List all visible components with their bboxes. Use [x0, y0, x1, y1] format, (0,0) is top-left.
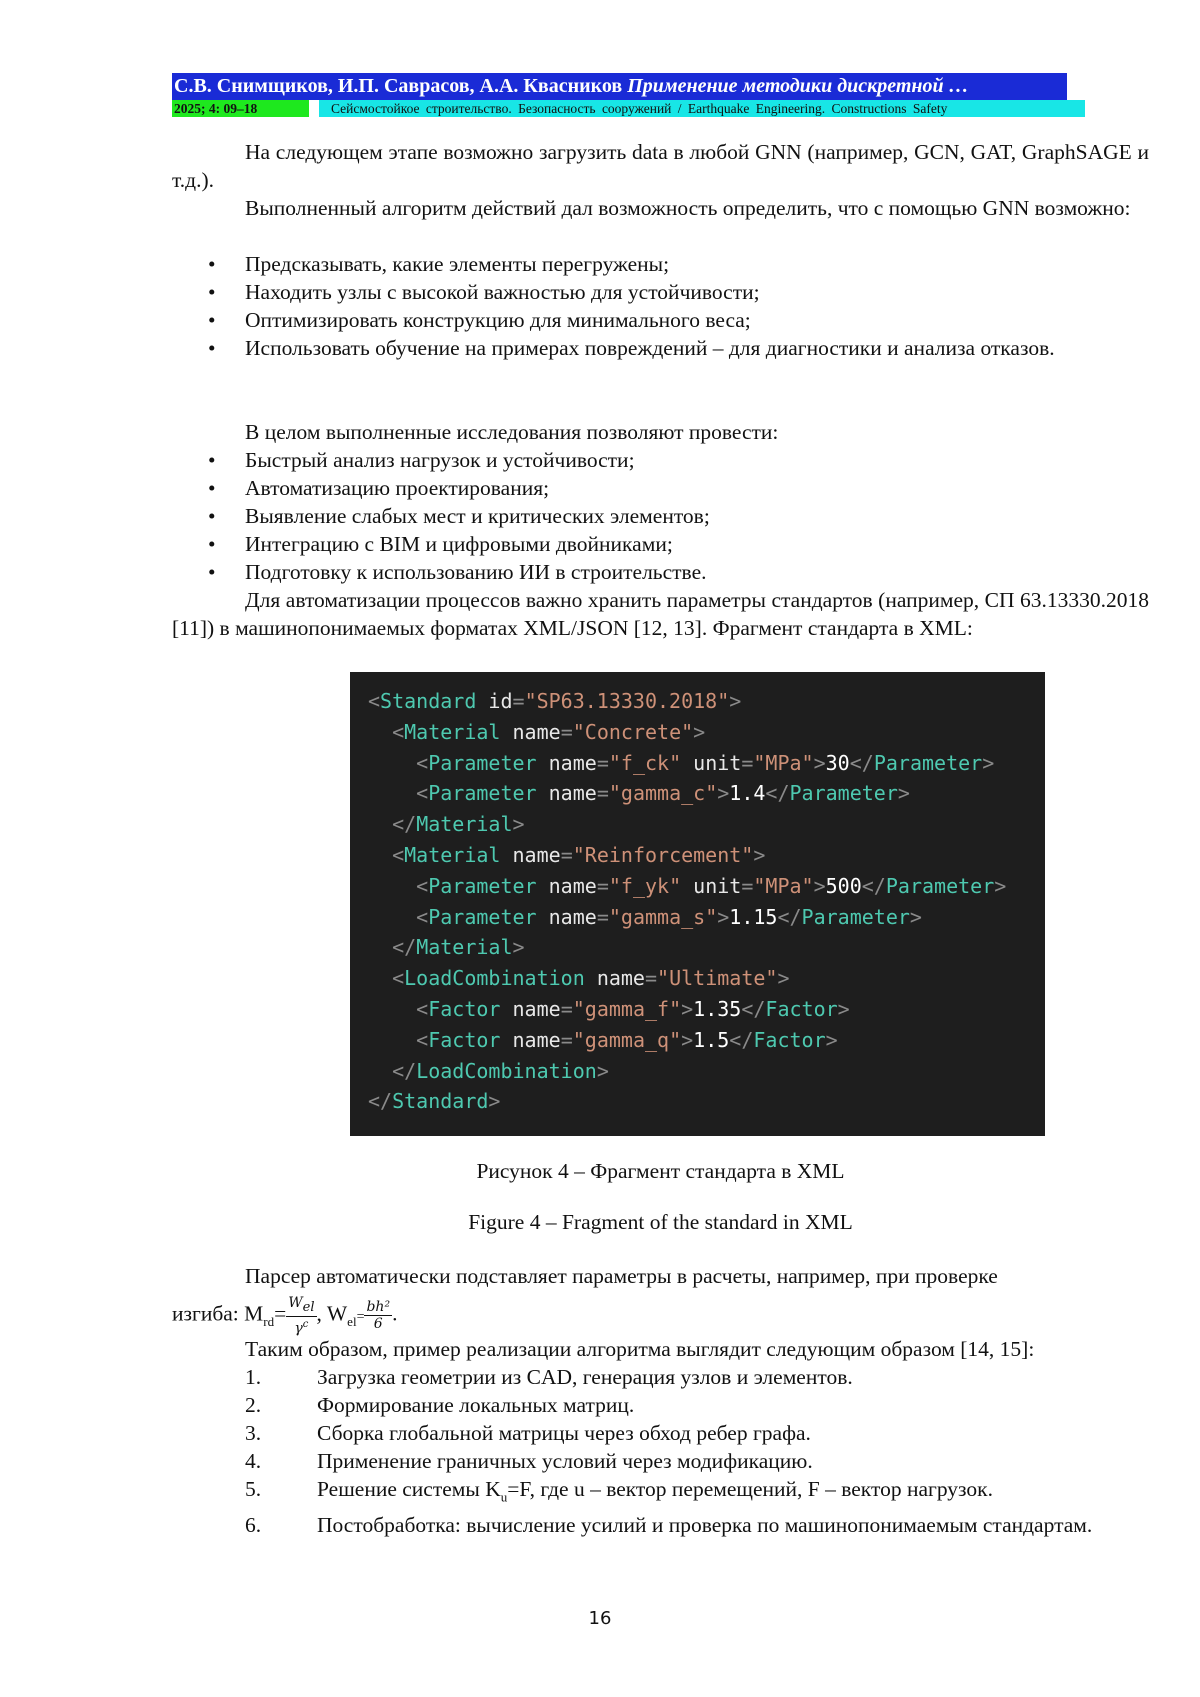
paragraph-parser: Парсер автоматически подставляет параметры в расчеты, например, при проверке [245, 1264, 998, 1288]
list-item: • Находить узлы с высокой важностью для устойчивости; [208, 280, 760, 304]
bullet-list-results [172, 446, 1149, 586]
list-item: 1. Загрузка геометрии из CAD, генерация узлов и элементов. [245, 1365, 853, 1389]
xml-code-figure: <Standard id="SP63.13330.2018"> <Material name="Concrete"> <Parameter name="f_ck" unit="MPa">30</Parameter> <Parameter name="gamma_c">1.4</Parameter> </Material> <Material name="Reinforcement"> <Parameter name="f_yk" unit="MPa">500</Parameter> <Parameter name="gamma_s">1.15</Parameter> </Material> <LoadCombination name="Ultimate"> <Factor name="gamma_f">1.35</Factor> <Factor name="gamma_q">1.5</Factor> </LoadCombination> </Standard> [350, 672, 1045, 1136]
header-authors: С.В. Снимщиков, И.П. Саврасов, А.А. Квасников [174, 75, 623, 97]
paragraph-summary: В целом выполненные исследования позволяют провести: [245, 420, 779, 444]
list-item: • Предсказывать, какие элементы перегружены; [208, 252, 670, 276]
algorithm-steps [172, 1363, 1149, 1539]
header-journal-line [172, 100, 1085, 117]
header-authors-title [172, 73, 1067, 100]
list-item: • Оптимизировать конструкцию для минимального веса; [208, 308, 751, 332]
paragraph-gnn-load: На следующем этапе возможно загрузить data в любой GNN (например, GCN, GAT, GraphSAGE и т.д.). Выполненный алгоритм действий дал возможность определить, что с помощью GNN возможно: [172, 140, 1149, 220]
list-item: • Интеграцию с BIM и цифровыми двойниками; [208, 532, 673, 556]
list-item: 3. Сборка глобальной матрицы через обход ребер графа. [245, 1421, 811, 1445]
list-item: • Автоматизацию проектирования; [208, 476, 550, 500]
running-header [172, 73, 1085, 117]
paragraph-algorithm: Таким образом, пример реализации алгоритма выглядит следующим образом [14, 15]: [245, 1337, 1035, 1361]
page-number: 16 [588, 1608, 612, 1629]
figure-caption-en: Figure 4 – Fragment of the standard in XML [468, 1210, 853, 1234]
list-item: 2. Формирование локальных матриц. [245, 1393, 635, 1417]
fraction-wel: $\frac{\text{bh²}}{6}$ [366, 1299, 391, 1333]
fraction-mrd: $\frac{W_{el}}{\gamma^c}$ [288, 1295, 315, 1337]
bullet-list-gnn [172, 250, 1149, 362]
list-item: • Быстрый анализ нагрузок и устойчивости; [208, 448, 635, 472]
list-item: • Подготовку к использованию ИИ в строительстве. [208, 560, 707, 584]
paragraph-gnn-result: Выполненный алгоритм действий дал возможность определить, что с помощью GNN возможно: [245, 196, 1131, 220]
figure-caption-ru: Рисунок 4 – Фрагмент стандарта в XML [476, 1159, 845, 1183]
list-item: 4. Применение граничных условий через модификацию. [245, 1449, 813, 1473]
list-item: • Использовать обучение на примерах повреждений – для диагностики и анализа отказов. [208, 336, 1055, 360]
header-journal: Сейсмостойкое строительство. Безопасность сооружений / Earthquake Engineering. Constructions Safety [319, 100, 1085, 117]
list-item: • Выявление слабых мест и критических элементов; [208, 504, 710, 528]
header-issue: 2025; 4: 09–18 [172, 100, 309, 117]
paragraph-xml-intro: Для автоматизации процессов важно хранить параметры стандартов (например, СП 63.13330.2018 [11]) в машинопонимаемых форматах XML/JSON [12, 13]. Фрагмент стандарта в XML: [172, 588, 1149, 640]
header-title: Применение методики дискретной … [627, 75, 969, 97]
list-item: 6. Постобработка: вычисление усилий и проверка по машинопонимаемым стандартам. [245, 1513, 1093, 1538]
bending-formula: изгиба: $M_{rd}=$ $\frac{W_{el}}{\gamma^c}$ , $W_{el}=$ $\frac{\text{bh²}}{6}$ . [172, 1295, 398, 1337]
list-item: 5. Решение системы $K_u=F$, где u – вектор перемещений, F – вектор нагрузок. [245, 1477, 993, 1505]
